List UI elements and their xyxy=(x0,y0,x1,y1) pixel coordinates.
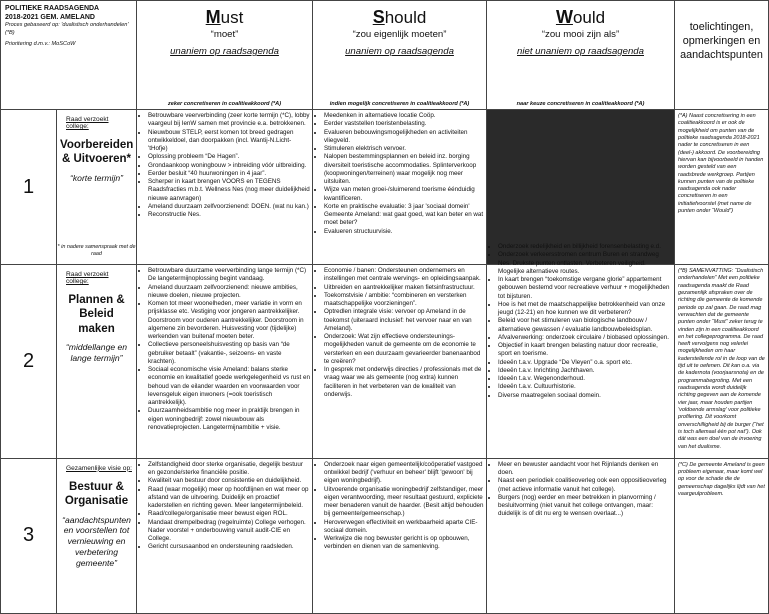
row-label xyxy=(57,110,137,265)
note-paragraph: (*A) Naast concretisering in een coalitieakkoord is er ook de mogelijkheid om punten van de politieke raadsagenda 2018-2021 nader te concretiseren in een (deel-) akkoord. De voorbereiding hiervan kan bijvoorbeeld in handen worden gesteld van een raadsbrede werkgroep. Partijen kunnen punten van de politieke raadsagenda ook nader concretiseren in een initiatiefvoorstel (met name de punten onder “Would”) xyxy=(678,113,764,215)
list-item: • Beleid voor het stimuleren van biologische landbouw / alternatieve gewassen / evaluatie landbouwbeleidsplan. xyxy=(498,317,672,334)
list-item: • Ameland duurzaam zelfvoorzienend: DOEN. (wat nu kan.) xyxy=(148,203,310,211)
list-item: • Werkwijze die nog bewuster gericht is op opbouwen, verbinden en dienen van de samenleving. xyxy=(324,535,484,552)
cell-must xyxy=(137,458,313,613)
bullet-list xyxy=(137,461,310,552)
list-item: • Naast een periodiek coalitieoverleg ook een oppositieoverleg (met actieve informatie vanuit het college). xyxy=(498,477,672,494)
cell-notes xyxy=(675,458,769,613)
bullet-list xyxy=(313,267,484,399)
bullet-list xyxy=(313,461,484,552)
list-item: • Zelfstandigheid door sterke organisatie, degelijk bestuur en gezonde/sterke financiële positie. xyxy=(148,461,310,478)
row-number: 3 xyxy=(1,458,57,613)
list-item: • Ideeën t.a.v. Cultuurhistorie. xyxy=(498,383,672,391)
prioritization: Prioritering d.m.v.: MoSCoW xyxy=(5,41,76,48)
column-note: zeker concretiseren in coalitieakkoord (*A) xyxy=(167,101,282,107)
bullet-list xyxy=(487,461,672,519)
header-corner xyxy=(1,1,137,110)
column-subtitle: “zou mooi zijn als” xyxy=(541,29,620,40)
list-item: • Grondaankoop woningbouw > inbreiding vóór uitbreiding. xyxy=(148,162,310,170)
list-item: • Eerder besluit “40 huurwoningen in 4 jaar”. xyxy=(148,170,310,178)
row-quote: “aandachtspunten en voorstellen tot vernieuwing en verbetering gemeente” xyxy=(62,514,131,568)
list-item: • Optredlen integrale visie: vervoer op Ameland in de toekomst (uiteraard inclusief: het vervoer naar en van Ameland). xyxy=(324,308,484,333)
column-header-must xyxy=(137,1,313,110)
list-item: • Ameland duurzaam zelfvoorzienend: nieuwe ambities, nieuwe doelen, nieuwe projecten. xyxy=(148,284,310,301)
bullet-list xyxy=(487,243,672,400)
list-item: • Gericht cursusaanbod en ondersteuning raadsleden. xyxy=(148,543,310,551)
column-word-rest: ust xyxy=(220,8,244,27)
list-item: • Afvalverwerking: onderzoek circulaire / biobased oplossingen. xyxy=(498,334,672,342)
doc-title-line2: 2018-2021 GEM. AMELAND xyxy=(5,14,95,22)
note-paragraph: (*C) De gemeente Ameland is geen probleem eigenaar, maar komt wel op voor de schade die de gemeenschap dagelijks lijdt van het vaargeulprobleem. xyxy=(678,461,765,498)
cell-should xyxy=(313,110,487,265)
list-item: • Onderzoek naar eigen gemeentelijk/coöperatief vastgoed ontwikkel bedrijf ('verhuur en beheer' blijft 'gewoon' bij eigen woningbedrijf). xyxy=(324,461,484,486)
list-item: • Raad (waar mogelijk) meer op hoofdlijnen en wat meer op afstand van de uitvoering. Duidelijk en proactief kaderstellen en richting geven. Meer langetermijnbeleid. xyxy=(148,486,310,511)
process-basis: Proces gebaseerd op: 'dualistisch onderhandelen' (*B) xyxy=(5,22,129,36)
list-item: • Ideeën t.a.v. Wegenonderhoud. xyxy=(498,375,672,383)
list-item: • Ideeën t.a.v. Inrichting Jachthaven. xyxy=(498,367,672,375)
list-item: • Burgers (nog) eerder en meer betrekken in planvorming / besluitvorming (niet vanuit het college ontvangen, maar: duidelijk is of dit nu erg te wensen overlaat...) xyxy=(498,494,672,519)
cell-would xyxy=(487,458,675,613)
list-item: • Uitbreiden en aantrekkelijker maken fietsinfrastructuur. xyxy=(324,284,484,292)
row-main: Bestuur & Organisatie xyxy=(64,480,129,508)
column-letter: M xyxy=(205,7,221,27)
column-header-toelichting: toelichtingen, opmerkingen en aandachtspunten xyxy=(675,1,769,110)
list-item: • Duurzaamheidsambitie nog meer in praktijk brengen in eigen woningbedrijf: zowel nieuwbouw als renovatieprojecten. Langetermijnambitie + visie. xyxy=(148,407,310,432)
row-quote: “korte termijn” xyxy=(70,172,124,183)
row-footnote: * in nadere samenspraak met de raad xyxy=(57,243,136,257)
row-main: Voorbereiden & Uitvoeren* xyxy=(60,139,134,166)
list-item: • Objectief in kaart brengen belasting natuur door recreatie, sport en toerisme. xyxy=(498,342,672,359)
notes-text xyxy=(678,462,765,499)
cell-notes xyxy=(675,110,769,265)
row-kind: Raad verzoekt college: xyxy=(66,271,109,285)
list-item: • Korte en praktische evaluatie: 3 jaar 'sociaal domein' Gemeente Ameland: wat gaat goed, wat kan beter en wat moet beter? xyxy=(324,203,484,228)
column-subtitle: “moet” xyxy=(210,29,239,40)
list-item: • Nalopen bestemmingsplannen en beleid inz. borging diversiteit toeristische accommodaties. Splinterverkoop (koopwoningen/terreinen) waar mogelijk nog meer uitsluiten. xyxy=(324,153,484,186)
row-label xyxy=(57,265,137,459)
list-item: • Nieuwbouw STELP, eerst komen tot breed gedragen ontwikkeldoel, dan doorpakken (incl. Wantij-N.Licht-'tHofje) xyxy=(148,129,310,154)
list-item: • Economie / banen: Ondersteunen ondernemers en instellingen met centrale wervings- en opleidingsaanpak. xyxy=(324,267,484,284)
notes-text xyxy=(678,268,765,451)
list-item: • Stimuleren elektrisch vervoer. xyxy=(324,145,484,153)
list-item: • Onderzoek verkeersstromen centrum Buren en strandweg Nes. Drukste punten ontlasten. Verbeteren veiligheid. Mogelijke alternatieve routes. xyxy=(498,251,672,276)
column-header-should xyxy=(313,1,487,110)
column-agenda: unaniem op raadsagenda xyxy=(170,46,279,57)
list-item: • Raad/college/organisatie meer bewust eigen ROL. xyxy=(148,510,310,518)
cell-should xyxy=(313,265,487,459)
column-letter: W xyxy=(555,7,573,27)
notes-text xyxy=(678,113,765,215)
list-item: • Sociaal economische visie Ameland: balans sterke economie en kwalitatief goede werkgelegenheid vs rust en behoud van de eilander waarden en voorwaarden voor levensgeluk eigen inwoners (=ook toeristisch aantrekkelijk). xyxy=(148,366,310,407)
column-word-rest: ould xyxy=(572,8,606,27)
list-item: • Oplossing probleem “De Hagen”. xyxy=(148,153,310,161)
column-subtitle: “zou eigenlijk moeten” xyxy=(352,29,447,40)
list-item: • Toekomstvisie / ambitie: “combineren en versterken maatschappelijke voorzieningen”. xyxy=(324,292,484,309)
list-item: • In gesprek met onderwijs directies / professionals met de vraag waar we als gemeente (nog extra) kunnen faciliteren in het verbeteren van de kwaliteit van onderwijs. xyxy=(324,366,484,399)
list-item: • Onderzoek redelijkheid en billijkheid forensenbelasting e.d. xyxy=(498,243,672,251)
column-word-rest: hould xyxy=(384,8,427,27)
list-item: • Scherper in kaart brengen VOORS en TEGENS Raadsfracties m.b.t. Wellness Nes (nog meer duidelijkheid nieuwe aanvragen) xyxy=(148,178,310,203)
cell-notes xyxy=(675,265,769,459)
row-quote: “middellange en lange termijn” xyxy=(65,342,128,363)
note-paragraph: (*B) SAMENVATTING: “Dualistisch onderhandelen” Met een politieke raadsagenda maakt de Raad gezamenlijk afspraken over de richting die gemeente de komende periode op zal gaan. De raad mag verwachten dat de gemeente punten onder “Must” zeker terug te vinden zijn in een coalitieakkoord en het collegeprogramma. De raad heeft vervolgens nog velerlei mogelijkheden om haar kaderstellende rol in de loop van de tijd uit te oefenen. Dit kan o.a. via de kadernota (voorjaarsnota) en de programmabegroting. Met een raadsagenda wordt duidelijk richting gegeven aan de komende vier jaar, maar houden partijen 'voldoende armslag' voor politieke profilering. Dit voorkomt onverschilligheid bij de burger (“het is toch allemaal één pot nat”). Ook dát was een doel van de invoering van het dualisme. xyxy=(678,268,765,450)
table-row xyxy=(1,458,769,613)
doc-title-line1: POLITIEKE RAADSAGENDA xyxy=(5,5,100,12)
list-item: • Ideeën t.a.v. Upgrade “De Vleyen” o.a. sport etc. xyxy=(498,359,672,367)
list-item: • Meedenken in alternatieve locatie Coöp. xyxy=(324,112,484,120)
bullet-list xyxy=(137,112,310,219)
column-letter: S xyxy=(372,7,385,27)
row-label xyxy=(57,458,137,613)
list-item: • Heroverwegen effectiviteit en werkbaarheid aparte CIE-sociaal domein. xyxy=(324,519,484,536)
cell-would-empty xyxy=(487,110,675,265)
list-item: • Evalueren bebouwingsmogelijkheden en activiteiten vliegveld. xyxy=(324,129,484,146)
list-item: • Mandaat drempelbedrag (regelruimte) College verhogen. Nader voorstel + onderbouwing vanuit audit-CIE en College. xyxy=(148,519,310,544)
row-main: Plannen & Beleid maken xyxy=(68,294,125,335)
list-item: • Uitvoerende organisatie woningbedrijf zelfstandiger, meer eigen verantwoording, meer resultaat gestuurd, expliciete meer benaderen vanuit de haarder. (Besit altijd behouden bij gemeente/gemeenschap.) xyxy=(324,486,484,519)
column-note: naar keuze concretiseren in coalitieakkoord (*A) xyxy=(516,101,645,107)
table-row xyxy=(1,110,769,265)
list-item: • Onderzoek: Wat zijn effectieve ondersteunings-mogelijkheden vanuit de gemeente om de economie te versterken en een duurzaam gevarieerder banenaanbod te creëren? xyxy=(324,333,484,366)
column-agenda: unaniem op raadsagenda xyxy=(345,46,454,57)
row-kind: Gezamenlijke visie op: xyxy=(66,464,132,472)
list-item: • Collectieve personeelshuisvesting op basis van “de gebruiker betaalt” (vakantie-, seizoens- en vaste krachten). xyxy=(148,341,310,366)
list-item: • Hoe is het met de maatschappelijke betrokkenheid van onze jeugd (12-21) en hoe kunnen we dit verbeteren? xyxy=(498,301,672,318)
bullet-list xyxy=(137,267,310,432)
bullet-list xyxy=(313,112,484,236)
list-item: • Diverse maatregelen sociaal domein. xyxy=(498,392,672,400)
list-item: • Kwaliteit van bestuur door consistentie en duidelijkheid. xyxy=(148,477,310,485)
row-number: 1 xyxy=(1,110,57,265)
list-item: • Betrouwbare duurzame veerverbinding lange termijn (*C) De langetermijnoplossing begint vandaag. xyxy=(148,267,310,284)
list-item: • Evalueren structuurvisie. xyxy=(324,228,484,236)
list-item: • Wijze van meten groei-/sluimerend toerisme éénduidig kwantificeren. xyxy=(324,186,484,203)
cell-must xyxy=(137,110,313,265)
cell-would xyxy=(487,243,675,459)
list-item: • Komen tot meer woonelheden, meer variatie in vorm en prijsklasse etc. Vestiging voor jongeren aantrekkelijker. Doorstroom voor ouderen aantrekkelijker. Doorstroom in algemene zin bevorderen. Huisvesting voor (tijdelijke) werkenden van buitenaf moeten beter. xyxy=(148,300,310,341)
column-agenda: niet unaniem op raadsagenda xyxy=(517,46,644,57)
cell-must xyxy=(137,265,313,459)
list-item: • Meer en bewuster aandacht voor het Rijnlands denken en doen. xyxy=(498,461,672,478)
list-item: • Eerder vaststellen toeristenbelasting. xyxy=(324,120,484,128)
list-item: • Betrouwbare veerverbinding (zeer korte termijn (*C), lobby vaargeul bij IenW samen met provincie e.a. betrokkenen. xyxy=(148,112,310,129)
column-note: indien mogelijk concretiseren in coalitieakkoord (*A) xyxy=(329,101,470,107)
row-number: 2 xyxy=(1,265,57,459)
table-row xyxy=(1,265,769,459)
row-kind: Raad verzoekt college: xyxy=(66,116,109,130)
column-header-would xyxy=(487,1,675,110)
cell-should xyxy=(313,458,487,613)
list-item: • In kaart brengen “toekomstige vergane glorie” appartement gebouwen bestemd voor recreatieve verhuur + mogelijkheden tot bijsturen. xyxy=(498,276,672,301)
list-item: • Reconstructie Nes. xyxy=(148,211,310,219)
